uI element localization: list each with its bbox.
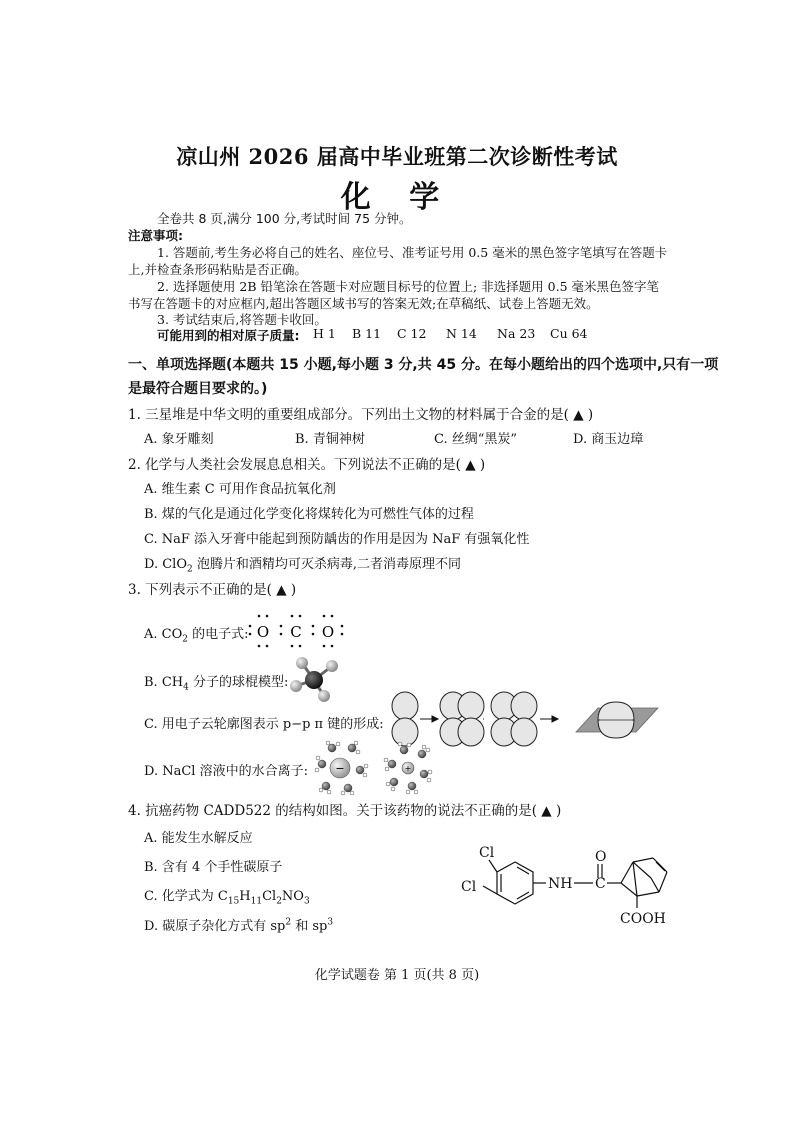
q2-d-text-1: D. ClO [144,557,187,572]
q4-option-b: B. 含有 4 个手性碳原子 [144,860,283,875]
atomic-mass-cu: Cu 64 [550,326,588,341]
q3-b-text-2: 分子的球棍模型: [188,675,289,690]
note-1-line-1: 1. 答题前,考生务必将自己的姓名、座位号、准考证号用 0.5 毫米的黑色签字笔填写在答题卡 [157,245,668,260]
atomic-mass-c: C 12 [397,326,427,341]
q3-a-text-1: A. CO [144,627,183,642]
struct-carbonyl-o: O [595,849,607,865]
co2-atom-o-left: O [256,623,270,641]
q3-stem: 3. 下列表示不正确的是( ▲ ) [128,582,297,598]
q1-option-a: A. 象牙雕刻 [144,432,214,447]
q3-option-a [144,623,249,645]
atomic-mass-b: B 11 [352,326,382,341]
q4-option-a: A. 能发生水解反应 [144,831,253,846]
note-3: 3. 考试结束后,将答题卡收回。 [157,312,327,327]
hydrated-ions-diagram [312,740,442,796]
q2-option-c: C. NaF 添入牙膏中能起到预防龋齿的作用是因为 NaF 有强氧化性 [144,532,530,547]
notes-heading: 注意事项: [128,228,183,243]
struct-carbonyl-c: C [595,876,606,892]
note-2-line-1: 2. 选择题使用 2B 铅笔涂在答题卡对应题目标号的位置上; 非选择题用 0.5 毫米黑色签字笔 [157,279,659,294]
q3-b-subscript: 4 [183,682,189,693]
q3-option-c: C. 用电子云轮廓图表示 p−p π 键的形成: [144,717,384,732]
struct-cl-upper: Cl [479,845,495,861]
struct-nh: NH [548,876,573,892]
ch4-ball-stick-model [286,654,346,704]
q4-d-text-2: 和 sp [291,919,328,934]
co2-electron-formula [244,610,354,652]
note-1-line-2: 上,并检查条形码粘贴是否正确。 [128,262,307,277]
q2-option-b: B. 煤的气化是通过化学变化将煤转化为可燃性气体的过程 [144,507,474,522]
svg-text:+: + [404,764,412,773]
q4-d-sup-2: 3 [327,917,334,928]
q4-c-sub-2: 11 [250,896,263,907]
atomic-mass-na: Na 23 [497,326,536,341]
q2-d-text-2: 泡腾片和酒精均可灭杀病毒,二者消毒原理不同 [192,557,461,572]
q4-d-text-1: D. 碳原子杂化方式有 sp [144,919,286,934]
q4-option-d [144,915,333,934]
q2-d-subscript: 2 [187,564,193,575]
struct-cl-lower: Cl [461,879,477,895]
subject-title: 化 学 [340,180,454,215]
exam-title: 凉山州 2026 届高中毕业班第二次诊断性考试 [176,144,618,169]
q4-d-sup-1: 2 [285,917,292,928]
q1-option-c: C. 丝绸“黑炭” [434,432,518,447]
q3-b-text-1: B. CH [144,675,184,690]
exam-info: 全卷共 8 页,满分 100 分,考试时间 75 分钟。 [157,211,412,226]
section-1-heading-line-1: 一、单项选择题(本题共 15 小题,每小题 3 分,共 45 分。在每小题给出的四个选项中,只有一项 [128,357,719,373]
section-1-heading-line-2: 是最符合题目要求的。) [128,381,268,397]
atomic-mass-n: N 14 [446,326,477,341]
q3-option-b [144,671,288,693]
q4-c-text-3: Cl [262,889,277,904]
co2-atom-c: C [290,623,302,641]
atomic-mass-h: H 1 [313,326,336,341]
q3-a-subscript: 2 [182,634,188,645]
q4-c-sub-1: 15 [227,896,240,907]
page-footer: 化学试题卷 第 1 页(共 8 页) [314,968,480,983]
svg-text:−: − [335,762,345,775]
q4-c-text-1: C. 化学式为 C [144,889,228,904]
q1-option-b: B. 青铜神树 [295,432,365,447]
q3-option-d: D. NaCl 溶液中的水合离子: [144,764,308,779]
q4-c-sub-4: 3 [303,896,310,907]
q1-option-d: D. 商玉边璋 [573,432,644,447]
q4-c-sub-3: 2 [276,896,282,907]
q2-stem: 2. 化学与人类社会发展息息相关。下列说法不正确的是( ▲ ) [128,457,486,473]
struct-cooh: COOH [620,911,666,927]
q4-c-text-2: H [239,889,251,904]
q2-option-a: A. 维生素 C 可用作食品抗氧化剂 [144,482,336,497]
q1-stem: 1. 三星堆是中华文明的重要组成部分。下列出土文物的材料属于合金的是( ▲ ) [128,407,594,423]
note-2-line-2: 书写在答题卡的对应框内,超出答题区域书写的答案无效;在草稿纸、试卷上答题无效。 [128,296,599,311]
atomic-mass-label: 可能用到的相对原子质量: [157,328,300,343]
q2-option-d [144,553,461,575]
q4-option-c [144,885,310,907]
q3-a-text-2: 的电子式: [188,627,249,642]
co2-atom-o-right: O [321,623,335,641]
cadd522-structure [455,840,695,935]
q4-c-text-4: NO [281,889,304,904]
q4-stem: 4. 抗癌药物 CADD522 的结构如图。关于该药物的说法不正确的是( ▲ ) [128,803,562,819]
